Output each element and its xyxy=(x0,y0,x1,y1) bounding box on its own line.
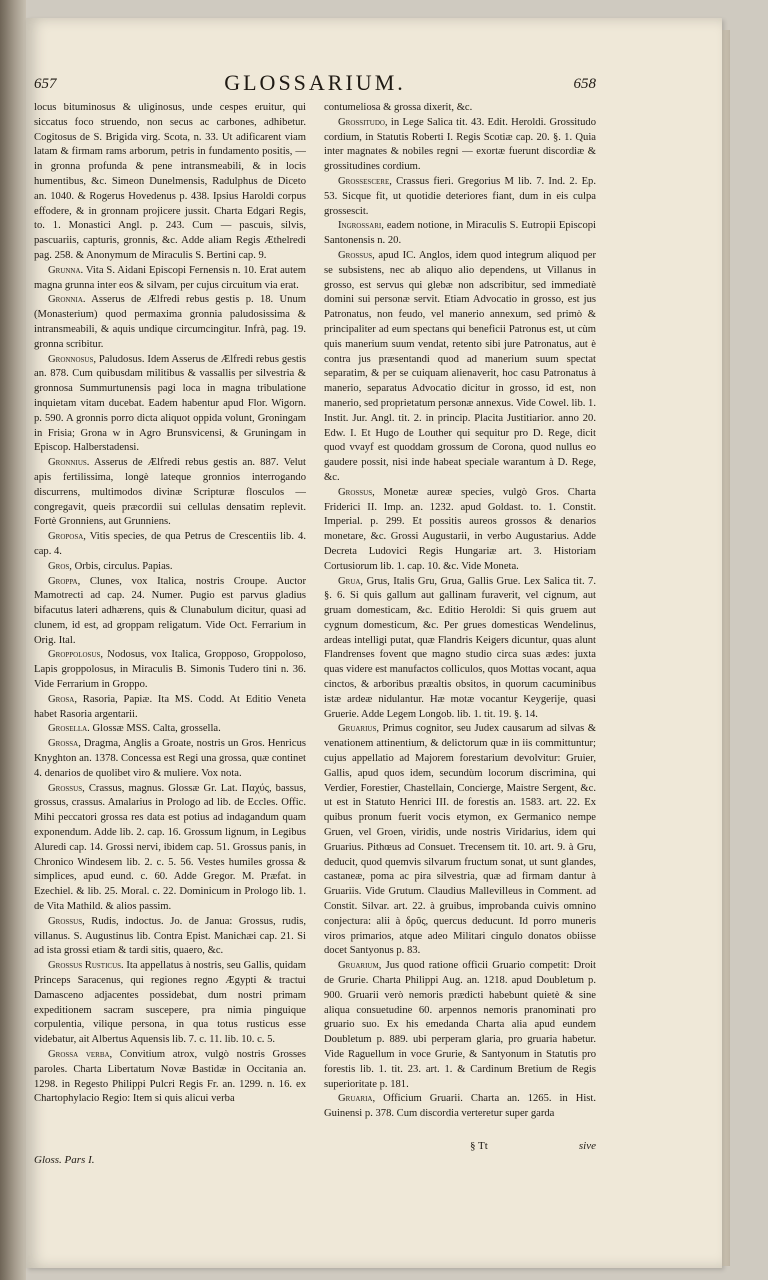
entry-lemma: Grossa, xyxy=(48,738,81,750)
entry-paragraph xyxy=(34,293,306,352)
entry-lemma: Groppa, xyxy=(48,575,81,587)
entry-lemma: Grosella. xyxy=(48,723,90,735)
entry-text: Primus cognitor, seu Judex causarum ad silvas & venationem attinentium, & delictorum quæ in iis committuntur; cujus appellatio ad Majorem forestarium devolvitur: Gruier, Gallis, apud quos idem, secundùm locorum discrimina, qui Verdier, Forestier, Chastellain, Concierge, Maistre Sergent, &c. ut est in Statuto Henrici III. de forestis an. 1583. art. 22. Ex quibus pronum fuerit vocis etymon, ex Germanico nempe Gruen, vel Groen, viridis, unde nostris Viridarius, idem qui Gruarius. Pithœus ad Consuet. Trecensem tit. 10. art. 9. à Gru, deducit, quod quemvis silvarum fructum sonat, ut sunt glandes, castaneæ, poma ac pira silvestria, quæ ad firmam dantur à Gruariis. Vide Grutum. Claudius Mallevilleus in Comment. ad Constit. Silvar. art. 22. à gruibus, improbanda cuivis omnino conjectura: alii à δρῦς, quercus deducunt. Id porro muneris viros primarios, atque adeo Militari cingulo donatos obiisse docet Santyonus p. 83. xyxy=(324,723,596,957)
entry-text: Orbis, circulus. Papias. xyxy=(74,560,173,572)
entry-paragraph xyxy=(34,737,306,781)
entry-lemma: Grossescere, xyxy=(338,175,392,187)
entry-text: Asserus de Ælfredi rebus gestis p. 18. Unum (Monasterium) quod permaxima gronnia paludosissima & intransmeabili, & aquis undique circumcingitur. Infrà, pag. 19. gronna scribitur. xyxy=(34,294,306,350)
entry-paragraph xyxy=(34,648,306,692)
entry-lemma: Gruaria, xyxy=(338,1093,376,1105)
right-column xyxy=(324,101,596,1181)
entry-text: Crassus fieri. Gregorius M lib. 7. Ind. 2. Ep. 53. Sicque fit, ut quotidie deteriores fiant, dum in eis culpa grossescit. xyxy=(324,175,596,217)
entry-text: Nodosus, vox Italica, Gropposo, Groppoloso, Lapis groppolosus, in Miraculis B. Simonis Tudero tini n. 36. Vide Ferrarium in Groppo. xyxy=(34,649,306,691)
entry-lemma: Gronnia. xyxy=(48,294,86,306)
running-title: GLOSSARIUM. xyxy=(224,70,406,95)
entry-lemma: Gronnius. xyxy=(48,457,90,469)
entry-paragraph xyxy=(324,175,596,219)
entry-text: apud IC. Anglos, idem quod integrum aliquod per se subsistens, nec ab aliquo alio dependens, ut Villanus in grosso, est servus qui glebæ non adscribitur, sed immediatè domini sui personæ servit. Etiam Advocatio in grosso, est jus Patronatus, non feudo, vel manerio annexum, sed primò & principaliter ad eum spectans qui beneficii Patronus est, ut cùm quis manerium suum vendat, retento sibi jure Patronatus, aut è contra jus præsentandi quod ad manerium suum spectat separatim, & per se cuiquam alienaverit, hoc casu Patronatus à manerio, separatus Advocatio dicitur in grosso, id est, non manerio, sed proprietatum personæ annexus. Vide Cowel. lib. 1. Instit. Jur. Angl. tit. 2. in princip. Placita Justitiarior. anno 20. Edw. I. Et Hugo de Louther qui sequitur pro D. Rege, dicit quod vvayf est quoddam grossum de Corona, quod nullus eo gaudere possit, nisi inde habeat speciale warantum à D. Rege, &c. xyxy=(324,249,596,483)
page-header xyxy=(34,66,596,96)
entry-paragraph xyxy=(324,249,596,486)
entry-lemma: Grunna. xyxy=(48,264,84,276)
entry-paragraph xyxy=(34,530,306,560)
entry-text: Vita S. Aidani Episcopi Fernensis n. 10. Erat autem magna grunna inter eos & silvam, per cujus circuitum via erat. xyxy=(34,264,306,291)
entry-text: contumeliosa & grossa dixerit, &c. xyxy=(324,102,473,113)
entry-paragraph xyxy=(34,693,306,723)
entry-text: in Lege Salica tit. 43. Edit. Heroldi. Grossitudo cordium, in Statutis Roberti I. Regis Scotiæ cap. 20. §. 1. Quia inter magnates & nobiles regni — exortæ fuerunt discordiæ & grossitudines cordium. xyxy=(324,116,596,173)
entry-lemma: Grossa verba, xyxy=(48,1049,113,1060)
entry-lemma: Grossus, xyxy=(338,249,375,261)
entry-paragraph xyxy=(34,560,306,575)
entry-lemma: Grossus, xyxy=(48,782,85,794)
catchword: sive xyxy=(578,1140,596,1152)
entry-text: Rudis, indoctus. Jo. de Janua: Grossus, rudis, villanus. S. Augustinus lib. Contra Epist. Manichæi cap. 21. Si ad ista grossi etiam & tardi sitis, quaero, &c. xyxy=(34,915,306,957)
entry-paragraph xyxy=(324,116,596,175)
entry-paragraph xyxy=(34,353,306,457)
entry-lemma: Grua, xyxy=(338,575,364,587)
left-column xyxy=(34,101,306,1181)
entry-paragraph xyxy=(34,782,306,915)
entry-text: Paludosus. Idem Asserus de Ælfredi rebus gestis an. 878. Cum quibusdam militibus & vassallis per silvestria & gronnosa Summurtunensis pagi loca in magna tribulatione inquietam vitam ducebat. Eadem habentur apud Flor. Wigorn. p. 590. A gronnis porro dicta aliquot oppida volunt, Groningam in Frisia; Grona w in Agro Brunsvicensi, & Gruningam in Episcop. Halberstadensi. xyxy=(34,353,306,454)
entry-text: locus bituminosus & uliginosus, unde cespes eruitur, qui siccatus foco struendo, non secus ac carbones, adhibetur. Cogitosus de S. Brigida virg. Scota, n. 33. Ut adificarent viam latam & firmam rams arborum, petris in fundamento positis, — in gronna profunda & pene intransmeabili, & in locis humentibus, &c. Simeon Dunelmensis, Radulphus de Diceto an. 1040. & Rogerus Hovedenus p. 438. Ipsius Haroldi corpus effodere, & in gronnam projicere jussit. Charta Edgari Regis, to. 1. Monastici Angl. p. 243. Cum — pascuis, silvis, pascuariis, capturis, gronnis, &c. Adde aliam Regis Æthelredi pag. 258. & Anonymum de Miraculis S. Bertini cap. 9. xyxy=(34,102,306,261)
entry-lemma: Groposa, xyxy=(48,531,86,543)
entry-lemma: Grossus, xyxy=(338,486,375,498)
entry-lemma: Gronnosus, xyxy=(48,353,97,365)
entry-text: Dragma, Anglis a Groate, nostris un Gros. Henricus Knyghton an. 1378. Concessa est Regi una grossa, quæ continet 4. denarios de quolibet viro & muliere. Vox nota. xyxy=(34,738,306,779)
entry-paragraph xyxy=(34,575,306,649)
page-number-left: 657 xyxy=(34,76,57,92)
continued-text xyxy=(324,101,596,116)
entry-text: Jus quod ratione officii Gruario competit: Droit de Grurie. Charta Philippi Aug. an. 1218. apud Doubletum p. 900. Gruarii verò nemoris prædicti habebunt quietè & sine aliqua consuetudine 60. arpennos nemoris pranominati pro gruario suo. Ex his emedanda Charta alia apud eundem Doubletum p. 889. ubi perperam glaria, pro gruaria habetur. Vide Raguellum in voce Grurie, & Santyonum in Statutis pro forestis lib. 1. tit. 23. art. 1. & Cardinum Bretium de Regis superioritate p. 181. xyxy=(324,960,596,1090)
footer-signature-note: Gloss. Pars I. xyxy=(34,1154,95,1166)
signature-mark: § Tt xyxy=(470,1140,488,1152)
book-binding xyxy=(0,0,26,1280)
entry-paragraph xyxy=(324,1092,596,1122)
entry-paragraph xyxy=(34,456,306,530)
entry-lemma: Ingrossari, xyxy=(338,220,384,232)
entry-text: Convitium atrox, vulgò nostris Grosses paroles. Charta Libertatum Novæ Bastidæ in Occitania an. 1298. in Regesto Philippi Pulcri Regis Fr. an. 1299. n. 16. ex Chartophylacio Regio: Item si quis alicui verba xyxy=(34,1049,306,1105)
entry-lemma: Groppolosus, xyxy=(48,649,104,661)
entry-text: Crassus, magnus. Glossæ Gr. Lat. Παχύς, bassus, grossus, crassus. Amalarius in Prologo ad lib. de Eccles. Offic. Mihi peccatori grossa res data est potius ad indagandum quam exponendum. Adde lib. 2. cap. 16. Grossum lignum, in Legibus Aluredi cap. 14. Grossi nervi, ibidem cap. 51. Grossus panis, in Chronico Windesem lib. 2. c. 5. 56. Vestes humiles grossa & simplices, apud eund. c. 60. Adde Gregor. M. Præfat. in Ezechiel. & lib. 25. Moral. c. 22. Dominicum in Prologo lib. 1. de Vita Mathild. & alios passim. xyxy=(34,782,306,913)
entry-text: Grus, Italis Gru, Grua, Gallis Grue. Lex Salica tit. 7. §. 6. Si quis gallum aut gallinam furaverit, vel cignum, aut gruam domesticam, &c. Editio Heroldi: Si quis gruem aut cygnum domesticum, &c. Per grues domesticas Wendelinus, ardeas intelligi putat, quæ Flandris Keigers dicuntur, quas alunt Flandrenses fovent que magno studio circa suas ædes: juxta quas videre est manufactos colliculos, quos Mottas vocant, aqua cinctos, & arboribus præaltis obsitos, in quorum cacuminibus istæ ardeæ nidulantur. Hæ motæ vocantur Keygerije, quasi Gruerie. Adde Legem Longob. lib. 1. tit. 19. §. 14. xyxy=(324,575,596,720)
entry-paragraph xyxy=(34,722,306,737)
entry-lemma: Gruarius, xyxy=(338,723,380,735)
entry-paragraph xyxy=(324,486,596,575)
entry-text: Vitis species, de qua Petrus de Crescentiis lib. 4. cap. 4. xyxy=(34,531,306,557)
entry-text: eadem notione, in Miraculis S. Eutropii Episcopi Santonensis n. 20. xyxy=(324,220,596,247)
entry-lemma: Grossus Rusticus. xyxy=(48,960,124,972)
entry-lemma: Gruarium, xyxy=(338,960,382,972)
entry-text: Officium Gruarii. Charta an. 1265. in Hist. Guinensi p. 378. Cum discordia verteretur super garda xyxy=(324,1093,596,1120)
entry-paragraph xyxy=(34,264,306,294)
continued-text xyxy=(34,101,306,264)
entry-paragraph xyxy=(34,1048,306,1107)
entry-lemma: Grossus, xyxy=(48,915,85,927)
entry-paragraph xyxy=(34,915,306,959)
entry-text: Monetæ aureæ species, vulgò Gros. Charta Friderici II. Imp. an. 1232. apud Goldast. to. 1. Constit. Imperial. p. 299. Et possitis aureos grossos & denarios monetare, &c. Grossi Augustarii, in verbo Augustarius. Adde Decreta Ludovici Regis Hungariæ art. 3. Historiam Cortusiorum lib. 1. cap. 10. &c. Vide Moneta. xyxy=(324,486,596,572)
page-number-right: 658 xyxy=(573,76,596,92)
entry-lemma: Grosa, xyxy=(48,693,77,705)
entry-text: Glossæ MSS. Calta, grossella. xyxy=(92,723,221,735)
entry-paragraph xyxy=(34,959,306,1048)
entry-lemma: Grossitudo, xyxy=(338,116,388,128)
entry-text: Clunes, vox Italica, nostris Croupe. Auctor Mamotrecti ad cap. 24. Numer. Pugio est parvus gladius bifacutus lateri adhærens, quis & Clunabulum dicitur, quasi ad clunem, id est, ad groppam religatum. Vide Oct. Ferrarium in Orig. Ital. xyxy=(34,575,306,646)
entry-text: Asserus de Ælfredi rebus gestis an. 887. Velut apis fertilissima, longè lateque gronnios interrogando discurrens, multimodos divinæ Scripturæ flosculos — congregavit, queis præcordii sui cellulas densatim replevit. Fortè Gronniens, aut Grunniens. xyxy=(34,457,306,528)
entry-lemma: Gros, xyxy=(48,560,72,572)
entry-text: Ita appellatus à nostris, seu Gallis, quidam Princeps Saracenus, qui regiones regno Ægypti & tractui Damasceno adjacentes possidebat, dum nostri primam expeditionem sacram suscepere, pra nimia pinguique corpulentia, vilique persona, in qua totus rusticus esse videbatur, ait Albertus Aquensis lib. 7. c. 11. lib. 10. c. 5. xyxy=(34,960,306,1046)
entry-paragraph xyxy=(324,722,596,959)
entry-paragraph xyxy=(324,959,596,1092)
entry-paragraph xyxy=(324,219,596,249)
entry-paragraph xyxy=(324,575,596,723)
entry-text: Rasoria, Papiæ. Ita MS. Codd. At Editio Veneta habet Rasoria argentarii. xyxy=(34,693,306,720)
